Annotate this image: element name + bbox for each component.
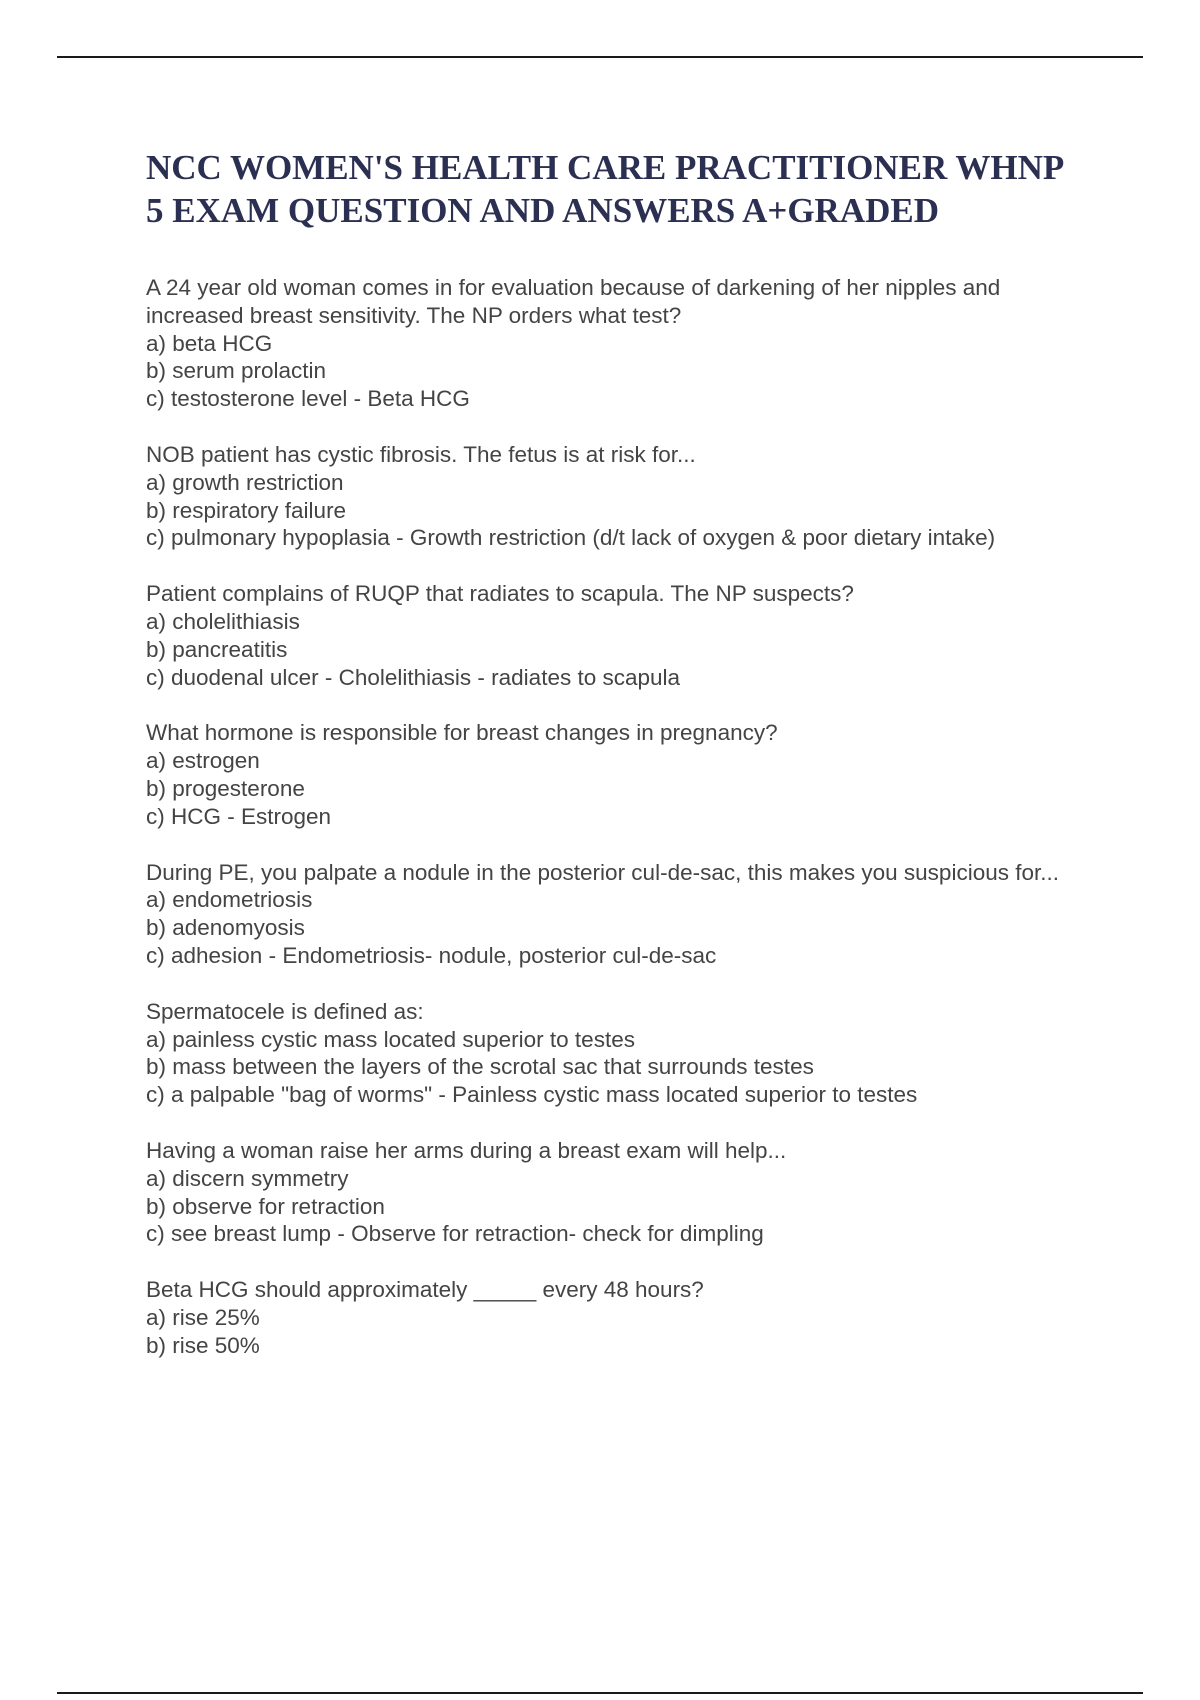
question-block-1 bbox=[146, 274, 1086, 413]
question-text: Beta HCG should approximately _____ every 48 hours? bbox=[146, 1277, 704, 1303]
answer-option: b) observe for retraction bbox=[146, 1193, 385, 1219]
answer-option: c) a palpable "bag of worms" - Painless cystic mass located superior to testes bbox=[146, 1082, 918, 1108]
answer-option: a) rise 25% bbox=[146, 1304, 260, 1330]
question-block-2 bbox=[146, 441, 1086, 552]
answer-option: b) adenomyosis bbox=[146, 915, 305, 941]
question-block-5 bbox=[146, 859, 1086, 970]
question-text: NOB patient has cystic fibrosis. The fetus is at risk for... bbox=[146, 441, 696, 467]
bottom-rule bbox=[57, 1692, 1143, 1694]
answer-option: c) duodenal ulcer - Cholelithiasis - radiates to scapula bbox=[146, 664, 681, 690]
question-block-8 bbox=[146, 1276, 1086, 1359]
question-block-7 bbox=[146, 1137, 1086, 1248]
answer-option: a) cholelithiasis bbox=[146, 608, 300, 634]
answer-option: b) progesterone bbox=[146, 775, 305, 801]
answer-option: b) mass between the layers of the scrotal sac that surrounds testes bbox=[146, 1054, 814, 1080]
top-rule bbox=[57, 56, 1143, 58]
document-title: NCC WOMEN'S HEALTH CARE PRACTITIONER WHNP 5 EXAM QUESTION AND ANSWERS A+GRADED bbox=[146, 148, 1063, 230]
question-block-6 bbox=[146, 998, 1086, 1109]
question-text: During PE, you palpate a nodule in the posterior cul-de-sac, this makes you suspicious for... bbox=[146, 859, 1059, 885]
question-text: Patient complains of RUQP that radiates to scapula. The NP suspects? bbox=[146, 581, 854, 607]
answer-option: b) respiratory failure bbox=[146, 497, 347, 523]
question-text: Spermatocele is defined as: bbox=[146, 998, 424, 1024]
answer-option: c) see breast lump - Observe for retraction- check for dimpling bbox=[146, 1221, 764, 1247]
question-block-4 bbox=[146, 719, 1086, 830]
answer-option: c) HCG - Estrogen bbox=[146, 803, 332, 829]
question-text: A 24 year old woman comes in for evaluation because of darkening of her nipples and increased breast sensitivity. The NP orders what test? bbox=[146, 275, 1001, 328]
answer-option: a) painless cystic mass located superior to testes bbox=[146, 1026, 635, 1052]
answer-option: c) testosterone level - Beta HCG bbox=[146, 386, 470, 412]
document-body bbox=[146, 146, 1086, 1388]
answer-option: c) pulmonary hypoplasia - Growth restriction (d/t lack of oxygen & poor dietary intake) bbox=[146, 525, 996, 551]
answer-option: b) pancreatitis bbox=[146, 636, 288, 662]
answer-option: a) beta HCG bbox=[146, 330, 273, 356]
answer-option: b) serum prolactin bbox=[146, 358, 327, 384]
answer-option: a) growth restriction bbox=[146, 469, 344, 495]
answer-option: c) adhesion - Endometriosis- nodule, posterior cul-de-sac bbox=[146, 942, 717, 968]
answer-option: a) discern symmetry bbox=[146, 1165, 349, 1191]
answer-option: b) rise 50% bbox=[146, 1332, 260, 1358]
question-text: Having a woman raise her arms during a breast exam will help... bbox=[146, 1137, 787, 1163]
question-block-3 bbox=[146, 580, 1086, 691]
answer-option: a) endometriosis bbox=[146, 887, 313, 913]
answer-option: a) estrogen bbox=[146, 748, 260, 774]
question-text: What hormone is responsible for breast changes in pregnancy? bbox=[146, 720, 778, 746]
